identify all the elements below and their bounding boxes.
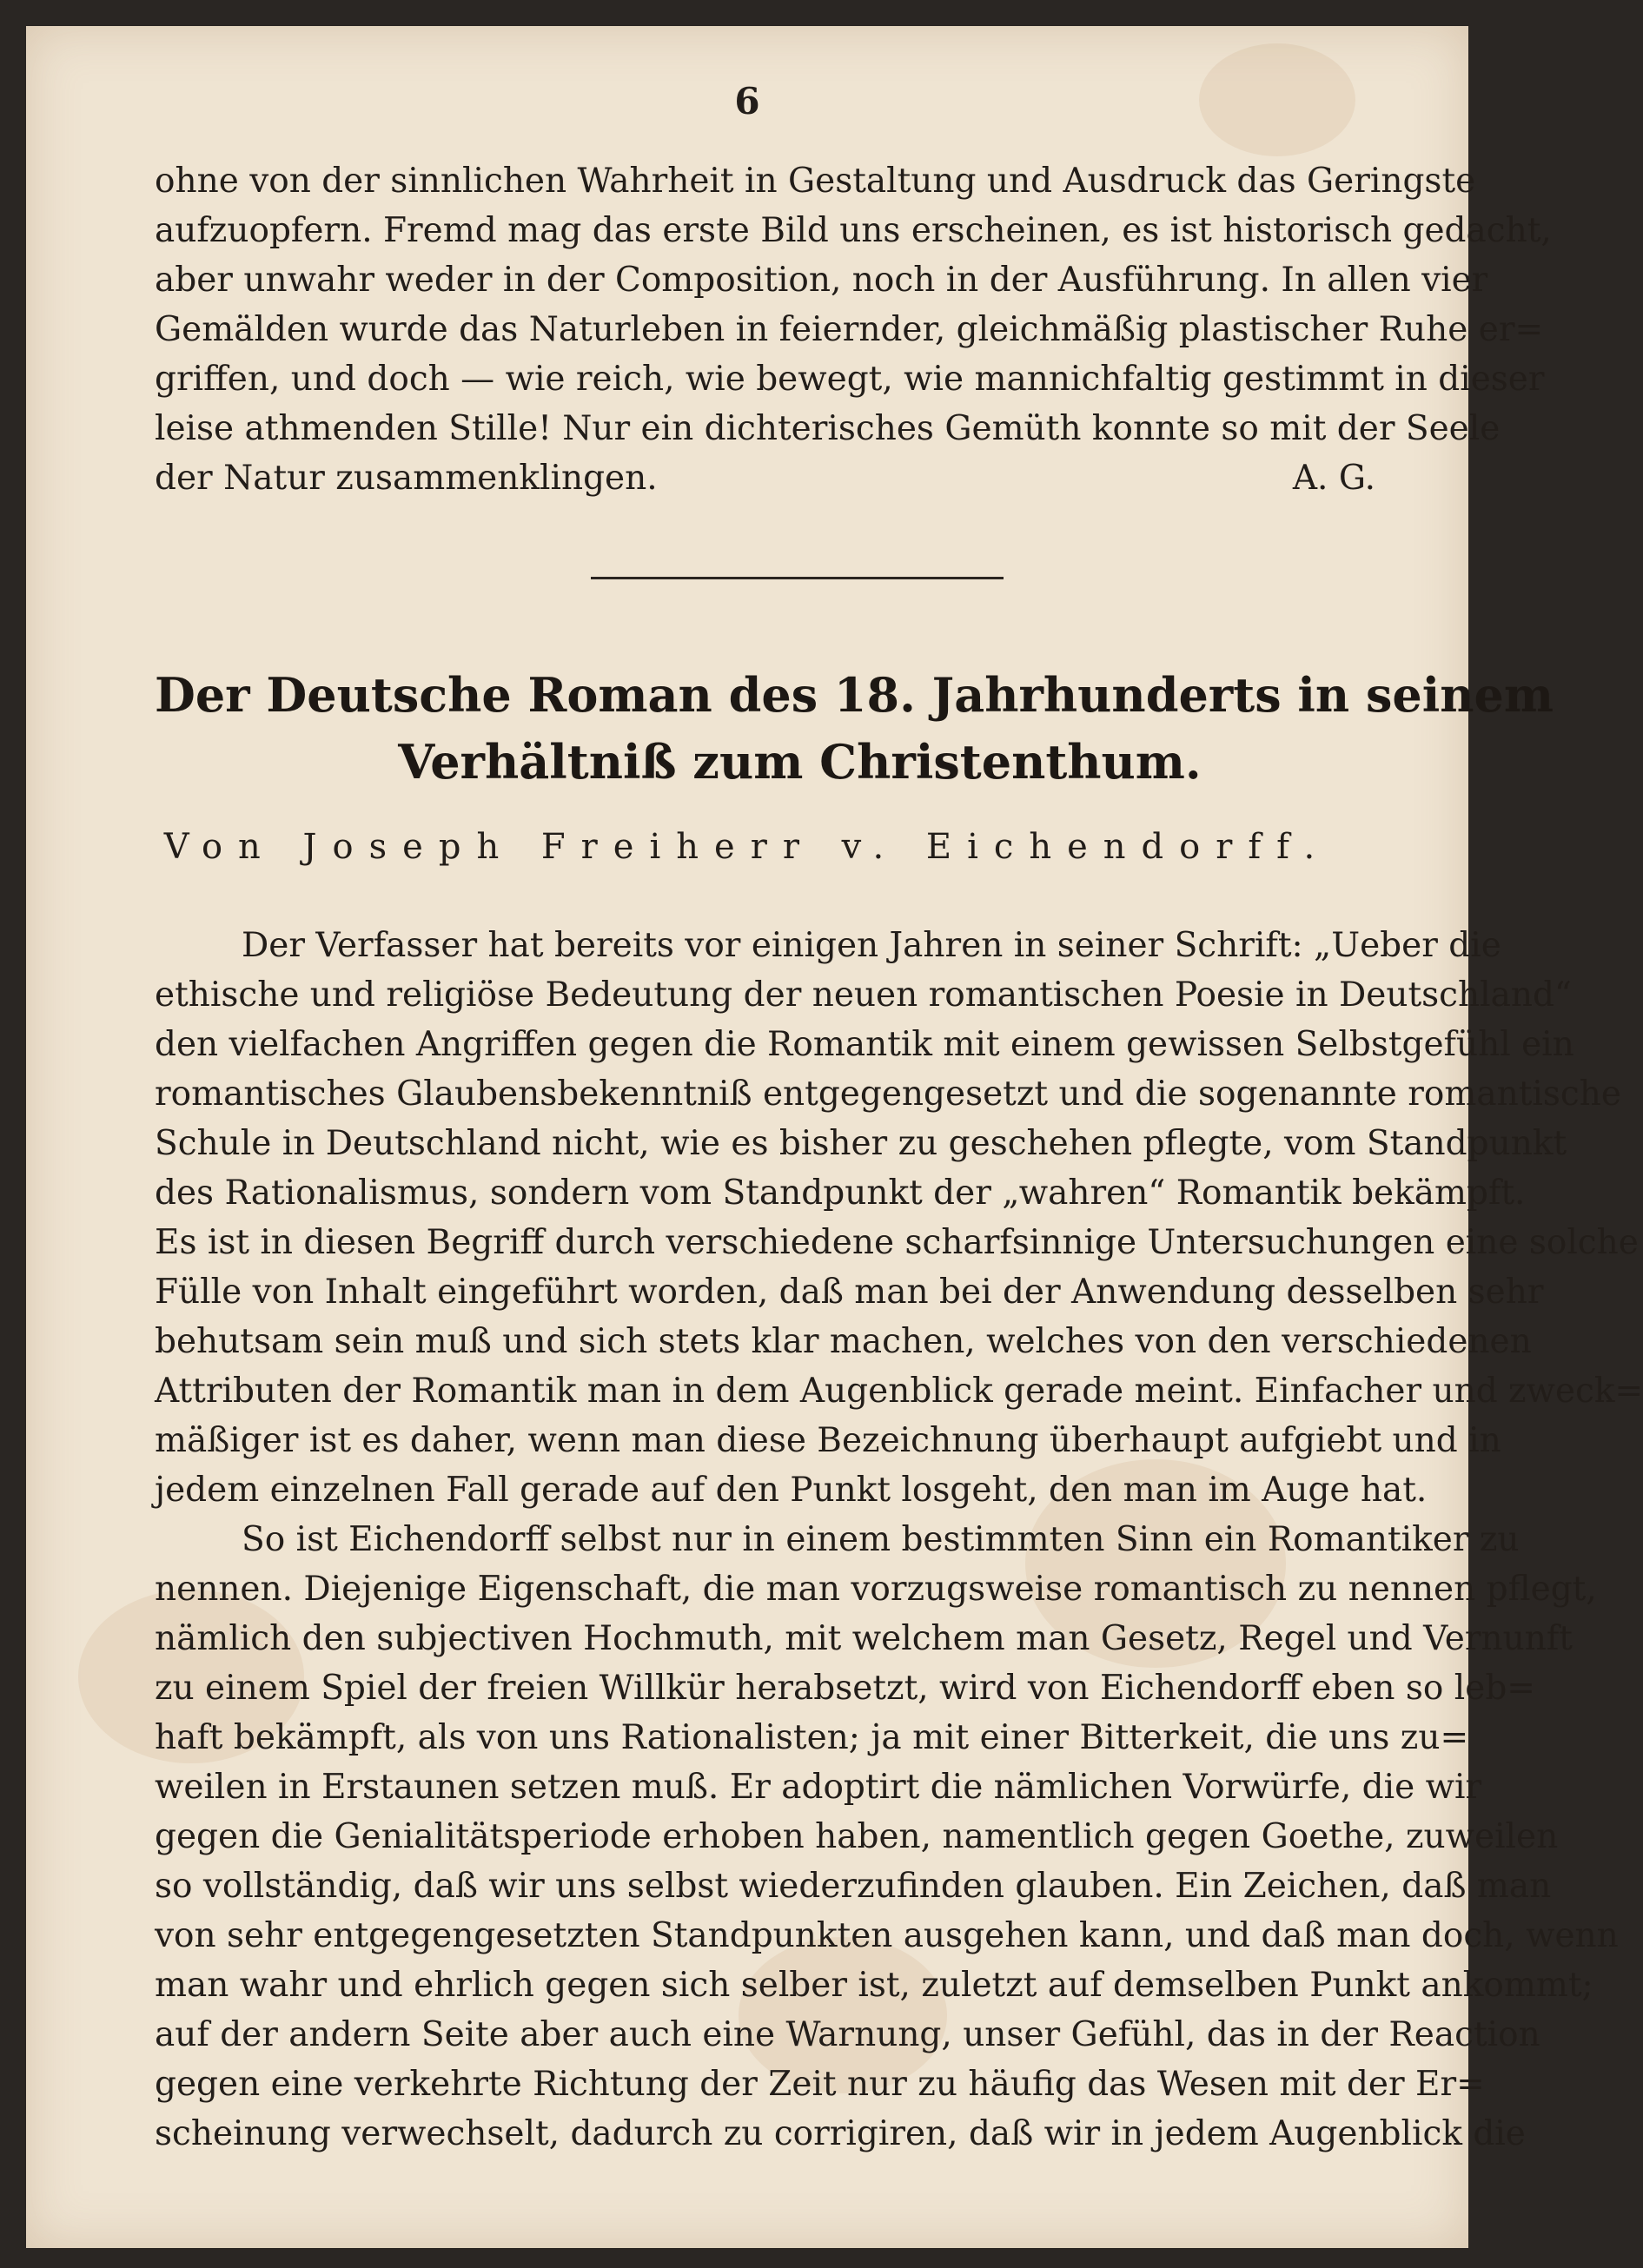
author-byline: Von Joseph Freiherr v. Eichendorff. [163, 827, 1331, 867]
text-line: Der Verfasser hat bereits vor einigen Jahren in seiner Schrift: „Ueber die [242, 926, 1501, 965]
text-line: Schule in Deutschland nicht, wie es bisher zu geschehen pflegte, vom Standpunkt [155, 1124, 1567, 1163]
text-line: romantisches Glaubensbekenntniß entgegengesetzt und die sogenannte romantische [155, 1074, 1621, 1114]
closing-text: der Natur zusammenklingen. [155, 459, 658, 498]
text-line: den vielfachen Angriffen gegen die Romantik mit einem gewissen Selbstgefühl ein [155, 1025, 1574, 1064]
text-line: so vollständig, daß wir uns selbst wiederzufinden glauben. Ein Zeichen, daß man [155, 1867, 1552, 1906]
paragraph-2 [155, 1515, 1619, 2159]
text-line: aufzuopfern. Fremd mag das erste Bild uns erscheinen, es ist historisch gedacht, [155, 211, 1552, 250]
text-line: Gemälden wurde das Naturleben in feiernder, gleichmäßig plastischer Ruhe er= [155, 310, 1544, 349]
article-title-line-2: Verhältniß zum Christenthum. [398, 734, 1202, 790]
text-line: mäßiger ist es daher, wenn man diese Bezeichnung überhaupt aufgiebt und in [155, 1421, 1501, 1460]
page-number: 6 [734, 80, 760, 122]
text-line: gegen eine verkehrte Richtung der Zeit nur zu häufig das Wesen mit der Er= [155, 2065, 1485, 2104]
text-line: ohne von der sinnlichen Wahrheit in Gestaltung und Ausdruck das Geringste [155, 162, 1476, 201]
text-line: haft bekämpft, als von uns Rationalisten; ja mit einer Bitterkeit, die uns zu= [155, 1718, 1469, 1757]
text-line: ethische und religiöse Bedeutung der neuen romantischen Poesie in Deutschland“ [155, 975, 1572, 1015]
text-line: scheinung verwechselt, dadurch zu corrigiren, daß wir in jedem Augenblick die [155, 2114, 1526, 2153]
article-title-line-1: Der Deutsche Roman des 18. Jahrhunderts in seinem [155, 667, 1554, 723]
author-signature: A. G. [1292, 459, 1375, 498]
text-line-last [155, 453, 1445, 503]
text-line: behutsam sein muß und sich stets klar machen, welches von den verschiedenen [155, 1322, 1532, 1361]
text-line: gegen die Genialitätsperiode erhoben haben, namentlich gegen Goethe, zuweilen [155, 1817, 1559, 1856]
text-line: man wahr und ehrlich gegen sich selber ist, zuletzt auf demselben Punkt ankommt; [155, 1966, 1593, 2005]
top-paragraph [155, 156, 1552, 503]
text-line: weilen in Erstaunen setzen muß. Er adoptirt die nämlichen Vorwürfe, die wir [155, 1768, 1482, 1807]
text-line: zu einem Spiel der freien Willkür herabsetzt, wird von Eichendorff eben so leb= [155, 1669, 1535, 1708]
book-page [26, 26, 1643, 2248]
text-line: Attributen der Romantik man in dem Augenblick gerade meint. Einfacher und zweck= [155, 1372, 1643, 1411]
text-line-last: jedem einzelnen Fall gerade auf den Punkt losgeht, den man im Auge hat. [155, 1471, 1428, 1510]
text-line: des Rationalismus, sondern vom Standpunkt der „wahren“ Romantik bekämpft. [155, 1174, 1526, 1213]
text-line: nämlich den subjectiven Hochmuth, mit welchem man Gesetz, Regel und Vernunft [155, 1619, 1573, 1658]
text-line: leise athmenden Stille! Nur ein dichterisches Gemüth konnte so mit der Seele [155, 409, 1501, 448]
text-line: Es ist in diesen Begriff durch verschiedene scharfsinnige Untersuchungen eine solche [155, 1223, 1639, 1262]
text-line: von sehr entgegengesetzten Standpunkten ausgehen kann, und daß man doch, wenn [155, 1916, 1619, 1955]
section-divider [591, 577, 1004, 579]
text-line: nennen. Diejenige Eigenschaft, die man vorzugsweise romantisch zu nennen pflegt, [155, 1570, 1597, 1609]
text-line: So ist Eichendorff selbst nur in einem bestimmten Sinn ein Romantiker zu [242, 1520, 1520, 1559]
text-line: auf der andern Seite aber auch eine Warnung, unser Gefühl, das in der Reaction [155, 2015, 1540, 2054]
text-line: Fülle von Inhalt eingeführt worden, daß man bei der Anwendung desselben sehr [155, 1273, 1544, 1312]
text-line: griffen, und doch — wie reich, wie bewegt, wie mannichfaltig gestimmt in dieser [155, 360, 1545, 399]
text-line: aber unwahr weder in der Composition, noch in der Ausführung. In allen vier [155, 261, 1488, 300]
paragraph-1 [155, 921, 1643, 1515]
